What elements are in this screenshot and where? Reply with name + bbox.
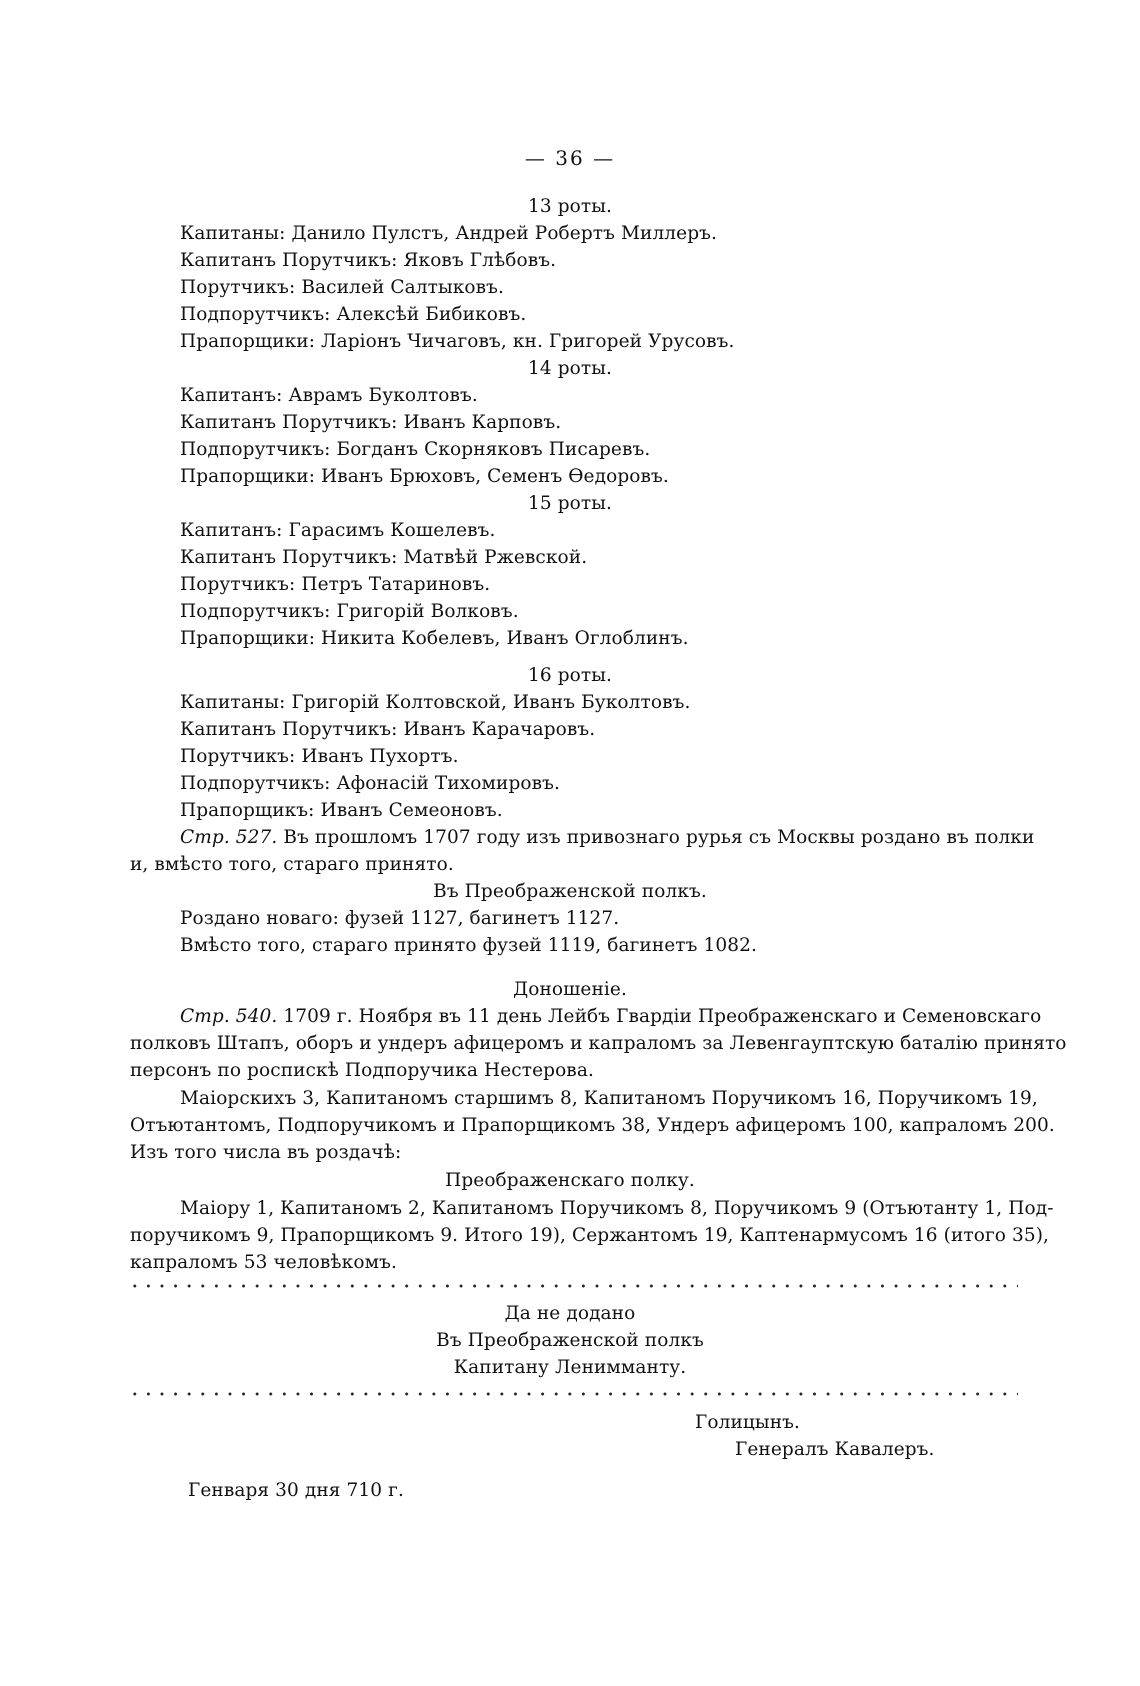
signature-title: Генералъ Кавалеръ. [735, 1439, 935, 1460]
paragraph-527-line: и, вмѣсто того, стараго принято. [130, 854, 454, 875]
roster-line: Порутчикъ: Василей Салтыковъ. [180, 277, 505, 298]
roster-line: Порутчикъ: Иванъ Пухортъ. [180, 746, 459, 767]
page-reference: Стр. 527. [180, 827, 278, 848]
roster-line: Капитаны: Григорій Колтовской, Иванъ Буколтовъ. [180, 692, 691, 713]
roster-line: Капитанъ Порутчикъ: Иванъ Карачаровъ. [180, 719, 596, 740]
roster-line: Прапорщики: Ларіонъ Чичаговъ, кн. Григорей Урусовъ. [180, 331, 735, 352]
section-title-16: 16 роты. [527, 665, 613, 686]
section-title-14: 14 роты. [527, 358, 613, 379]
dotted-separator [128, 1283, 1018, 1289]
roster-line: Прапорщикъ: Иванъ Семеоновъ. [180, 800, 503, 821]
paragraph-text: 1709 г. Ноября въ 11 день Лейбъ Гвардіи Преображенскаго и Семеновскаго [283, 1006, 1042, 1027]
given-line: Роздано новаго: фузей 1127, багинетъ 1127. [180, 908, 620, 929]
roster-line: Подпорутчикъ: Григорій Волковъ. [180, 601, 519, 622]
report-line: Маіорскихъ 3, Капитаномъ старшимъ 8, Капитаномъ Поручикомъ 16, Поручикомъ 19, [180, 1088, 1038, 1109]
report-line: персонъ по роспискѣ Подпоручика Нестерова. [130, 1060, 594, 1081]
dotted-separator [128, 1391, 1018, 1397]
roster-line: Подпорутчикъ: Богданъ Скорняковъ Писаревъ. [180, 439, 651, 460]
shortfall-line: Да не додано [504, 1303, 636, 1324]
report-line: Маіору 1, Капитаномъ 2, Капитаномъ Поручикомъ 8, Поручикомъ 9 (Отъютанту 1, Под- [180, 1198, 1054, 1219]
section-title-13: 13 роты. [527, 196, 613, 217]
section-title-15: 15 роты. [527, 493, 613, 514]
document-date: Генваря 30 дня 710 г. [188, 1480, 404, 1501]
paragraph-text: Въ прошломъ 1707 году изъ привознаго рурья съ Москвы роздано въ полки [283, 827, 1035, 848]
roster-line: Порутчикъ: Петръ Татариновъ. [180, 574, 491, 595]
roster-line: Капитанъ Порутчикъ: Яковъ Глѣбовъ. [180, 250, 557, 271]
report-line: поручикомъ 9, Прапорщикомъ 9. Итого 19), Сержантомъ 19, Каптенармусомъ 16 (итого 35), [130, 1225, 1049, 1246]
roster-line: Капитанъ Порутчикъ: Матвѣй Ржевской. [180, 547, 588, 568]
roster-line: Капитаны: Данило Пулстъ, Андрей Робертъ Миллеръ. [180, 223, 717, 244]
roster-line: Прапорщики: Иванъ Брюховъ, Семенъ Өедоровъ. [180, 466, 669, 487]
roster-line: Подпорутчикъ: Афонасій Тихомировъ. [180, 773, 560, 794]
roster-line: Капитанъ: Аврамъ Буколтовъ. [180, 385, 478, 406]
regiment-heading: Въ Преображенской полкъ. [433, 881, 707, 902]
roster-line: Капитанъ Порутчикъ: Иванъ Карповъ. [180, 412, 562, 433]
page-reference: Стр. 540. [180, 1006, 278, 1027]
report-line: капраломъ 53 человѣкомъ. [130, 1252, 397, 1273]
shortfall-line: Въ Преображенской полкъ [436, 1330, 704, 1351]
paragraph-527-line [180, 826, 1034, 850]
regiment-heading: Преображенскаго полку. [445, 1170, 695, 1191]
report-line: Изъ того числа въ роздачѣ: [130, 1142, 402, 1163]
roster-line: Капитанъ: Гарасимъ Кошелевъ. [180, 520, 496, 541]
report-line: полковъ Штапъ, оборъ и ундеръ афицеромъ и капраломъ за Левенгауптскую баталію принято [130, 1033, 1067, 1054]
roster-line: Прапорщики: Никита Кобелевъ, Иванъ Оглоблинъ. [180, 628, 689, 649]
shortfall-line: Капитану Ленимманту. [453, 1357, 687, 1378]
report-line [180, 1005, 1041, 1029]
report-line: Отъютантомъ, Подпоручикомъ и Прапорщикомъ 38, Ундеръ афицеромъ 100, капраломъ 200. [130, 1115, 1055, 1136]
report-title: Доношеніе. [513, 979, 627, 1000]
taken-line: Вмѣсто того, стараго принято фузей 1119, багинетъ 1082. [180, 935, 757, 956]
roster-line: Подпорутчикъ: Алексѣй Бибиковъ. [180, 304, 527, 325]
page-number: — 36 — [524, 146, 616, 170]
signature-name: Голицынъ. [695, 1412, 800, 1433]
